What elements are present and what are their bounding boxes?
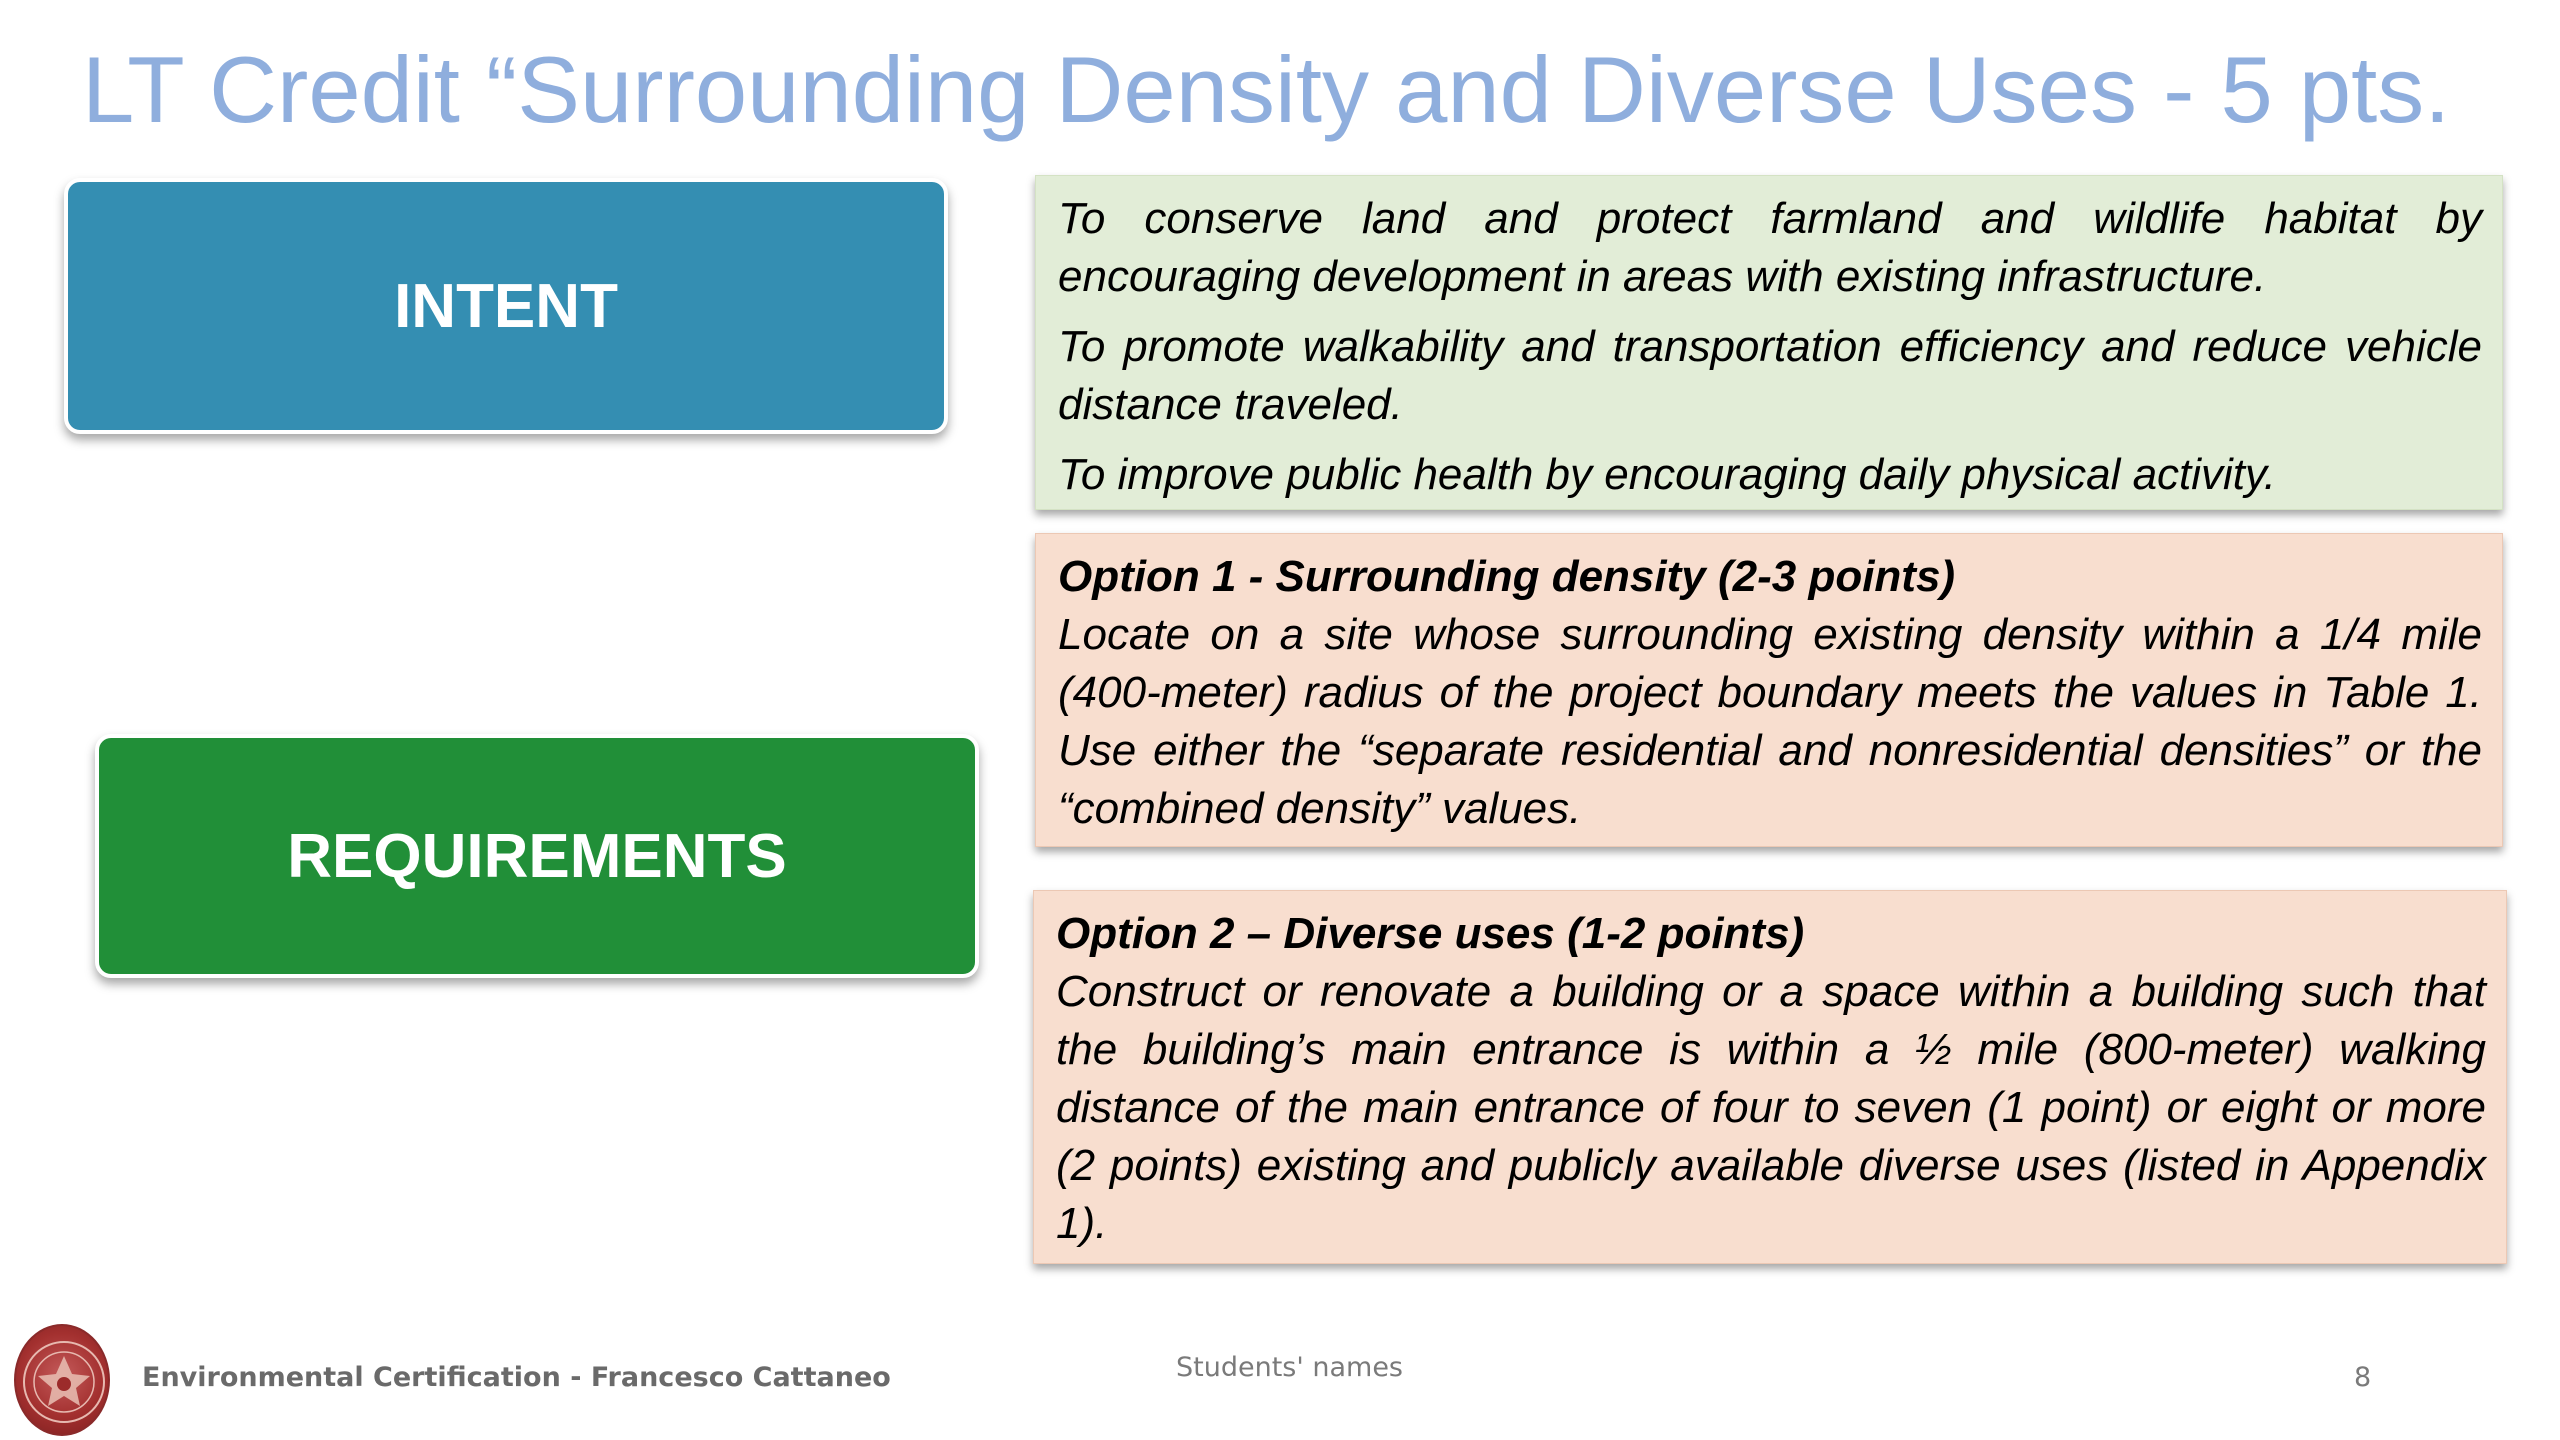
option2-box bbox=[1033, 890, 2507, 1264]
intent-paragraph: To improve public health by encouraging daily physical activity. bbox=[1058, 450, 2276, 499]
intent-label-box bbox=[64, 178, 948, 434]
option1-heading: Option 1 - Surrounding density (2-3 points) bbox=[1058, 552, 1956, 601]
slide-title: LT Credit “Surrounding Density and Diverse Uses - 5 pts. bbox=[82, 37, 2451, 142]
requirements-label-box bbox=[95, 734, 979, 978]
page-number: 8 bbox=[2354, 1362, 2372, 1393]
option1-body: Locate on a site whose surrounding existing density within a 1/4 mile (400-meter) radius of the project boundary meets the values in Table 1. Use either the “separate residential and nonresidential densities” or the “combined density” values. bbox=[1058, 610, 2482, 833]
university-seal-icon bbox=[14, 1324, 110, 1436]
intent-text-box bbox=[1035, 175, 2503, 510]
intent-paragraph: To promote walkability and transportation efficiency and reduce vehicle distance traveled. bbox=[1058, 322, 2482, 429]
intent-label: INTENT bbox=[394, 271, 618, 341]
footer-author: Environmental Certification - Francesco Cattaneo bbox=[142, 1362, 891, 1393]
option2-body: Construct or renovate a building or a space within a building such that the building’s main entrance is within a ½ mile (800-meter) walking distance of the main entrance of four to seven (1 point) or eight or more (2 points) existing and publicly available diverse uses (listed in Appendix 1). bbox=[1056, 967, 2486, 1248]
option2-heading: Option 2 – Diverse uses (1-2 points) bbox=[1056, 909, 1805, 958]
option1-box bbox=[1035, 533, 2503, 847]
requirements-label: REQUIREMENTS bbox=[287, 821, 787, 891]
footer-students: Students' names bbox=[1176, 1352, 1403, 1383]
intent-paragraph: To conserve land and protect farmland and wildlife habitat by encouraging development in areas with existing infrastructure. bbox=[1058, 194, 2482, 301]
